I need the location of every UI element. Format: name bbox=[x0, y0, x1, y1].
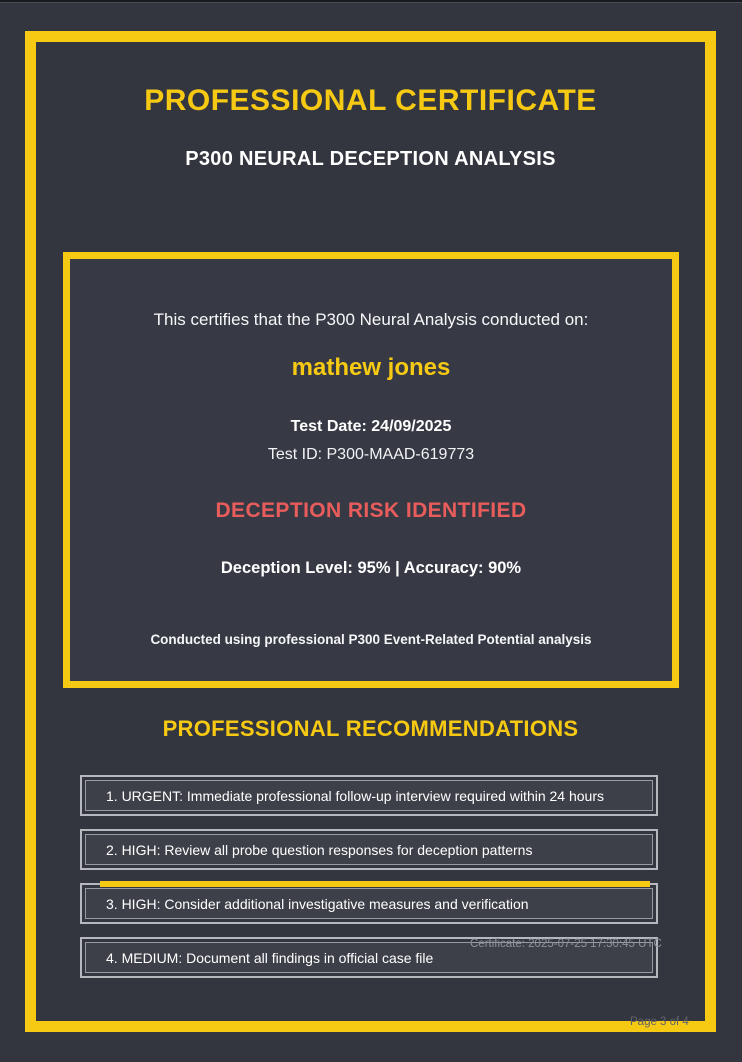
page-subtitle: P300 NEURAL DECEPTION ANALYSIS bbox=[185, 148, 556, 170]
certificate-timestamp: Certificate: 2025-07-25 17:30:45 UTC bbox=[470, 938, 662, 950]
recommendation-text-1: 1. URGENT: Immediate professional follow-up interview required within 24 hours bbox=[85, 780, 653, 811]
recommendation-item-2 bbox=[80, 829, 658, 870]
page-number: Page 3 of 4 bbox=[630, 1016, 689, 1028]
page-title: PROFESSIONAL CERTIFICATE bbox=[144, 84, 597, 117]
certificate-intro-text: This certifies that the P300 Neural Analysis conducted on: bbox=[153, 310, 589, 329]
recommendation-item-3 bbox=[80, 883, 658, 924]
accent-strip bbox=[100, 881, 650, 887]
subject-name: mathew jones bbox=[291, 354, 451, 381]
recommendation-text-3: 3. HIGH: Consider additional investigative measures and verification bbox=[85, 888, 653, 919]
method-note: Conducted using professional P300 Event-Related Potential analysis bbox=[150, 632, 592, 647]
certificate-inner-box bbox=[63, 252, 679, 688]
recommendations-heading: PROFESSIONAL RECOMMENDATIONS bbox=[162, 716, 579, 741]
certificate-outer-frame bbox=[25, 31, 716, 1032]
recommendation-item-1 bbox=[80, 775, 658, 816]
top-edge-divider bbox=[0, 0, 742, 3]
deception-verdict: DECEPTION RISK IDENTIFIED bbox=[215, 499, 527, 522]
deception-metrics: Deception Level: 95% | Accuracy: 90% bbox=[220, 559, 522, 577]
test-date: Test Date: 24/09/2025 bbox=[290, 418, 452, 435]
recommendation-text-4: 4. MEDIUM: Document all findings in official case file bbox=[85, 942, 653, 973]
recommendation-text-2: 2. HIGH: Review all probe question responses for deception patterns bbox=[85, 834, 653, 865]
test-id: Test ID: P300-MAAD-619773 bbox=[267, 446, 475, 463]
